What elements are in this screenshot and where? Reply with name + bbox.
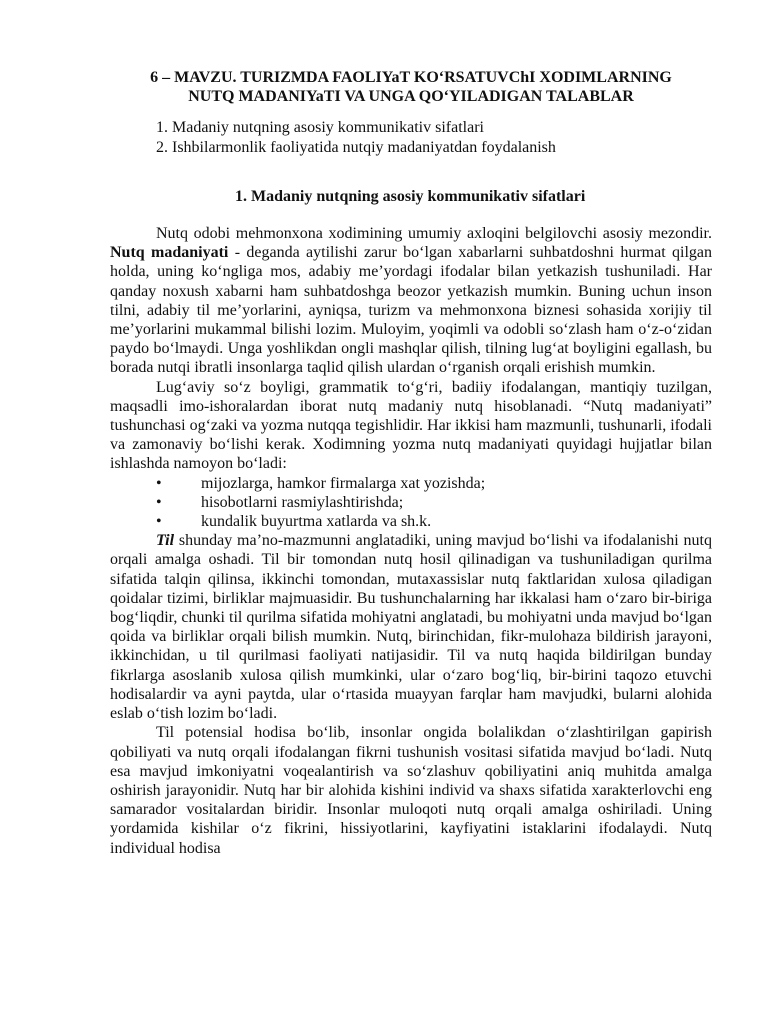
paragraph-cultured-speech: Lug‘aviy so‘z boyligi, grammatik to‘g‘ri, badiiy ifodalangan, mantiqiy tuzilgan, maqsadli imo-ishoralardan iborat nutq madaniy nutq hisoblanadi. “Nutq madaniyati” tushunchasi og‘zaki va yozma nutqqa tegishlidir. Har ikkisi ham mazmunli, tushunarli, ifodali va zamonaviy bo‘lishi kerak. Xodimning yozma nutq madaniyati quyidagi hujjatlar bilan ishlashda namoyon bo‘ladi: — [110, 378, 712, 473]
paragraph-language — [110, 531, 712, 723]
paragraph-text: - deganda aytilishi zarur bo‘lgan xabarlarni suhbatdoshni hurmat qilgan holda, uning ko‘ngliga mos, adabiy me’yordagi ifodalar bilan yetkazish tushuniladi. Har qanday noxush xabarni ham suhbatdoshga beozor yetkazish mumkin. Buning uchun inson tilni, adabiy til me’yorlarini, ayniqsa, turizm va mehmonxona biznesi sohasida xorijiy til me’yorlarini mukammal bilishi lozim. Muloyim, yoqimli va odobli so‘zlash ham o‘z-o‘zidan paydo bo‘lmaydi. Unga yoshlikdan ongli mashqlar qilish, tilning lug‘at boyligini egallash, bu borada nutqi ibratli insonlarga taqlid qilish ulardan o‘rganish orqali erishish mumkin. — [110, 244, 712, 377]
bullet-marker: • — [156, 493, 162, 511]
list-item — [110, 493, 712, 512]
paragraph-speech-etiquette — [110, 224, 712, 378]
document-list — [110, 474, 712, 532]
paragraph-text: shunday ma’no-mazmunni anglatadiki, uning mavjud bo‘lishi va ifodalanishi nutq orqali amalga oshadi. Til bir tomondan nutq hosil qilinadigan va tushuniladigan qurilma sifatida talqin qilinsa, ikkinchi tomondan, mutaxassislar nutq faktlaridan xulosa qiladigan qoidalar tizimi, birliklar majmuasidir. Bu tushunchalarning har ikkalasi ham o‘zaro bir-biriga bog‘liqdir, chunki til qurilma sifatida mohiyatni anglatadi, bu mohiyatni unda mavjud bo‘lgan qoida va birliklar orqali bilish mumkin. Nutq, birinchidan, fikr-mulohaza bildirish jarayoni, ikkinchidan, u til qurilmasi faoliyati natijasidir. Til va nutq haqida bildirilgan bunday fikrlarga asoslanib xulosa qilish mumkinki, ular o‘zaro bog‘liq, bir-birini taqozo etuvchi hodisalardir va ayni paytda, ular o‘rtasida muayyan farqlar ham mavjudki, bularni alohida eslab o‘tish lozim bo‘ladi. — [110, 532, 712, 723]
title-line-2: NUTQ MADANIYaTI VA UNGA QO‘YILADIGAN TALABLAR — [188, 88, 634, 106]
list-item-text: hisobotlarni rasmiylashtirishda; — [201, 493, 404, 511]
bullet-marker: • — [156, 474, 162, 492]
list-item — [110, 512, 712, 531]
bullet-marker: • — [156, 513, 162, 531]
paragraph-language-potential: Til potensial hodisa bo‘lib, insonlar ongida bolalikdan o‘zlashtirilgan gapirish qobiliyati va nutq orqali ifodalangan fikrni tushunish vositasi sifatida mavjud bo‘ladi. Nutq esa mavjud imkoniyatni voqealantirish va so‘zlashuv qobiliyatini aniq muhitda amalga oshirish jarayonidir. Nutq har bir alohida kishini individ va shaxs sifatida xarakterlovchi eng samarador vositalardan biridir. Insonlar muloqoti nutq orqali amalga oshiriladi. Uning yordamida kishilar o‘z fikrini, hissiyotlarini, kayfiyatini istaklarini ifodalaydi. Nutq individual hodisa — [110, 724, 712, 857]
paragraph-text: Nutq odobi mehmonxona xodimining umumiy axloqini belgilovchi asosiy mezondir. — [156, 225, 712, 243]
outline-item: 2. Ishbilarmonlik faoliyatida nutqiy madaniyatdan foydalanish — [156, 138, 556, 156]
term-speech-culture: Nutq madaniyati — [110, 244, 229, 262]
outline-item: 1. Madaniy nutqning asosiy kommunikativ sifatlari — [156, 119, 484, 137]
topic-outline — [156, 118, 712, 156]
document-page — [110, 68, 712, 858]
title-line-1: 6 – MAVZU. TURIZMDA FAOLIYaT KO‘RSATUVChI XODIMLARNING — [150, 69, 672, 86]
list-item — [110, 474, 712, 493]
list-item-text: kundalik buyurtma xatlarda va sh.k. — [201, 513, 432, 531]
section-heading: 1. Madaniy nutqning asosiy kommunikativ sifatlari — [235, 187, 586, 205]
document-title — [110, 68, 712, 106]
list-item-text: mijozlarga, hamkor firmalarga xat yozishda; — [201, 474, 486, 492]
term-language: Til — [156, 532, 175, 550]
